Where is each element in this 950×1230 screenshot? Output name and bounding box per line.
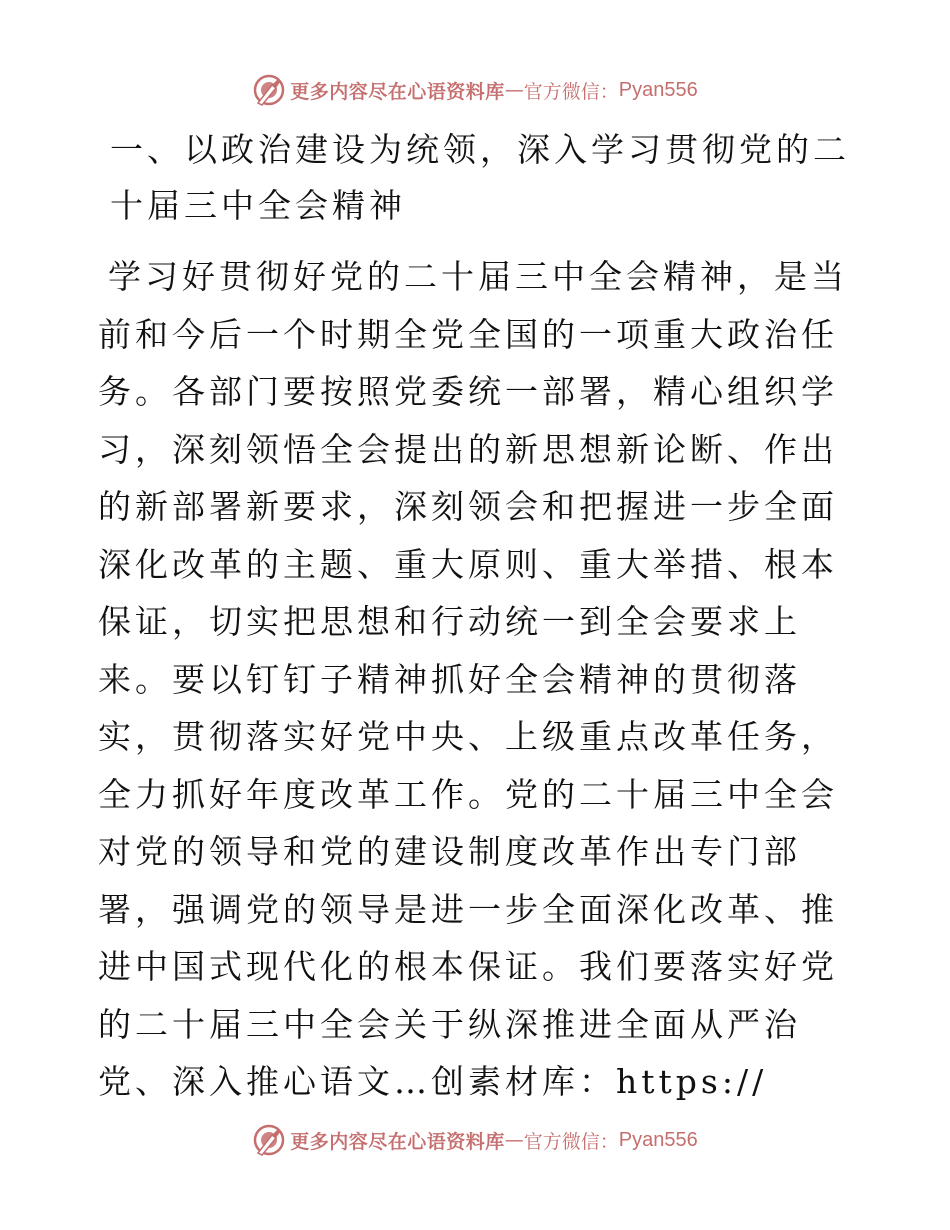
banner-wechat-label: 官方微信： xyxy=(523,1130,619,1153)
body-paragraph: 学习好贯彻好党的二十届三中全会精神，是当前和今后一个时期全党全国的一项重大政治任务。各部门要按照党委统一部署，精心组织学习，深刻领悟全会提出的新思想新论断、作出的新部署新要求，深刻领会和把握进一步全面深化改革的主题、重大原则、重大举措、根本保证，切实把思想和行动统一到全会要求上来。要以钉钉子精神抓好全会精神的贯彻落实，贯彻落实好党中央、上级重点改革任务，全力抓好年度改革工作。党的二十届三中全会对党的领导和党的建设制度改革作出专门部署，强调党的领导是进一步全面深化改革、推进中国式现代化的根本保证。我们要落实好党的二十届三中全会关于纵深推进全面从严治党、深入推心语文…创素材库：https:// xyxy=(98,257,848,1101)
banner-library-text: 更多内容尽在心语资料库 xyxy=(290,80,505,103)
banner-wechat-id: Pyan556 xyxy=(618,1128,698,1151)
banner-separator: — xyxy=(504,1129,524,1151)
brand-logo-icon xyxy=(252,1123,286,1157)
document-body xyxy=(98,122,858,1111)
banner-separator: — xyxy=(504,79,524,101)
banner-library-text: 更多内容尽在心语资料库 xyxy=(290,1130,505,1153)
banner-wechat-label: 官方微信： xyxy=(523,80,619,103)
brand-logo-icon xyxy=(252,73,286,107)
section-heading: 一、以政治建设为统领，深入学习贯彻党的二十届三中全会精神 xyxy=(110,130,850,225)
banner-wechat-id: Pyan556 xyxy=(618,78,698,101)
header-banner xyxy=(0,70,950,110)
footer-banner xyxy=(0,1120,950,1160)
